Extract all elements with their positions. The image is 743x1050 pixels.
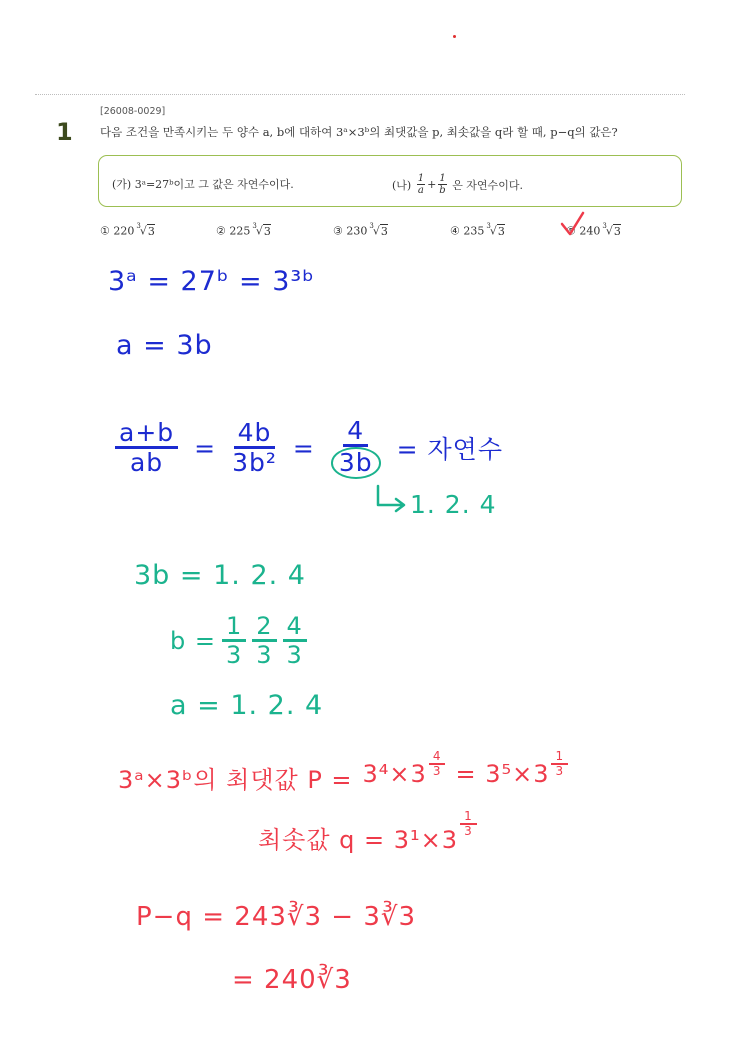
radicand: 3 xyxy=(147,224,155,238)
hw-red-1 xyxy=(118,749,568,795)
problem-code: [26008-0029] xyxy=(100,106,166,117)
frac-den: 3 xyxy=(464,823,473,838)
min-expression: 최솟값 q = 3¹×3 xyxy=(258,826,459,854)
frac-den: b xyxy=(439,185,446,196)
radicand: 3 xyxy=(613,224,621,238)
exp-frac-2 xyxy=(551,750,568,778)
choice-mark: ④ xyxy=(450,224,460,238)
hw-line-1: 3ᵃ = 27ᵇ = 3³ᵇ xyxy=(108,266,315,297)
choice-mark: ② xyxy=(216,224,226,238)
frac-den: 3 xyxy=(555,763,565,778)
root-index: 3 xyxy=(136,222,141,230)
root-index: 3 xyxy=(369,222,374,230)
hw-teal-2 xyxy=(170,614,307,669)
frac-num: 1 xyxy=(439,173,446,184)
frac-den: ab xyxy=(129,448,164,478)
root-index: 3 xyxy=(486,222,491,230)
frac-num: 4 xyxy=(429,750,446,765)
problem-question: 다음 조건을 만족시키는 두 양수 a, b에 대하여 3ᵃ×3ᵇ의 최댓값을 p, 최솟값을 q라 할 때, p−q의 값은? xyxy=(100,125,618,139)
hw-teal-frac-1 xyxy=(222,614,246,669)
max-label: 3ᵃ×3ᵇ의 최댓값 P = xyxy=(118,766,353,794)
hw-frac-2 xyxy=(232,420,277,477)
arrow-icon xyxy=(378,486,404,511)
radicand: 3 xyxy=(497,224,505,238)
natural-number-note: = 자연수 xyxy=(396,435,503,465)
exp-frac-1 xyxy=(429,750,446,778)
hw-arrow-note: 1. 2. 4 xyxy=(410,490,497,519)
frac-den: 3 xyxy=(432,763,442,778)
problem-number: 1 xyxy=(56,118,73,146)
choice-mark: ⑤ xyxy=(566,224,576,238)
equals: = xyxy=(292,433,315,463)
hw-fraction-line xyxy=(115,418,503,479)
frac-num: 4b xyxy=(234,420,276,449)
choice-coef: 225 xyxy=(229,224,251,238)
frac-den: 3 xyxy=(225,641,243,670)
frac-den: a xyxy=(417,185,424,196)
frac-den: 3b² xyxy=(232,448,277,478)
hw-teal-frac-2 xyxy=(252,614,276,669)
frac-num: a+b xyxy=(115,420,178,449)
frac-num: 1 xyxy=(551,750,568,765)
choice-coef: 230 xyxy=(346,224,368,238)
choice-coef: 220 xyxy=(113,224,135,238)
hw-line-2: a = 3b xyxy=(116,330,213,361)
root-index: 3 xyxy=(252,222,257,230)
radicand: 3 xyxy=(380,224,388,238)
exp-frac-3 xyxy=(460,810,477,838)
choice-mark: ③ xyxy=(333,224,343,238)
frac-den: 3 xyxy=(286,641,303,670)
choice-5[interactable]: ⑤ 240 $^3$√3 xyxy=(566,222,621,238)
frac-den: 3 xyxy=(256,641,273,670)
choice-coef: 235 xyxy=(463,224,485,238)
choice-3[interactable]: ③ 230 $^3$√3 xyxy=(333,222,388,238)
choice-2[interactable]: ② 225 $^3$√3 xyxy=(216,222,271,238)
radicand: 3 xyxy=(263,224,271,238)
frac-num: 4 xyxy=(283,614,307,642)
frac-num: 1 xyxy=(417,173,425,184)
max-simplified: = 3⁵×3 xyxy=(455,760,550,788)
choice-coef: 240 xyxy=(579,224,601,238)
choice-4[interactable]: ④ 235 $^3$√3 xyxy=(450,222,505,238)
hw-frac-1 xyxy=(115,420,178,477)
plus-sign: + xyxy=(427,178,437,191)
b-equals: b = xyxy=(170,627,216,656)
frac-num: 1 xyxy=(222,614,246,642)
choice-mark: ① xyxy=(100,224,110,238)
hw-red-2 xyxy=(258,809,477,855)
max-expression: 3⁴×3 xyxy=(362,760,427,788)
equals: = xyxy=(194,433,217,463)
frac-num: 4 xyxy=(343,418,368,447)
frac-num: 2 xyxy=(252,614,276,642)
hw-red-3: P−q = 243∛3 − 3∛3 xyxy=(136,902,416,932)
condition-b-label: (나) xyxy=(392,178,412,192)
hw-teal-frac-3 xyxy=(283,614,307,669)
condition-b-suffix: 은 자연수이다. xyxy=(452,178,523,192)
hw-red-4: = 240∛3 xyxy=(232,965,352,995)
condition-a: (가) 3ᵃ=27ᵇ이고 그 값은 자연수이다. xyxy=(112,178,294,191)
root-index: 3 xyxy=(602,222,607,230)
circled-denominator: 3b xyxy=(331,447,381,479)
hw-frac-3 xyxy=(331,418,381,479)
frac-num: 1 xyxy=(460,810,477,825)
choice-1[interactable]: ① 220 $^3$√3 xyxy=(100,222,155,238)
check-mark-icon xyxy=(562,213,583,234)
hw-teal-1: 3b = 1. 2. 4 xyxy=(134,560,306,591)
hw-teal-3: a = 1. 2. 4 xyxy=(170,690,324,721)
